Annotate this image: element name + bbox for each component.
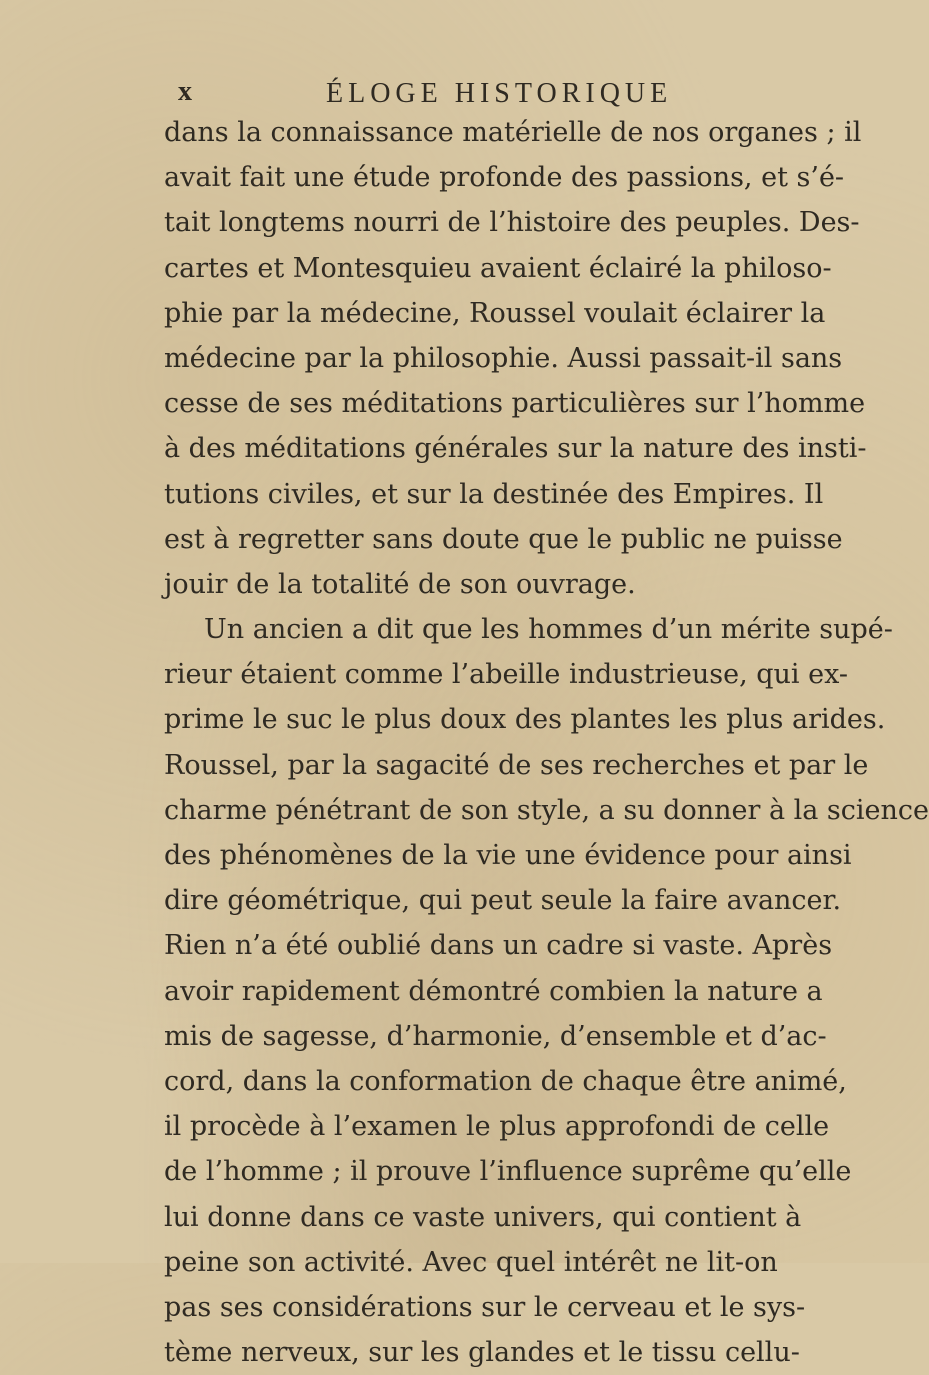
text-line: prime le suc le plus doux des plantes les plus arides.	[164, 704, 886, 736]
text-line: tutions civiles, et sur la destinée des Empires. Il	[164, 478, 824, 510]
text-line: pas ses considérations sur le cerveau et le sys-	[164, 1291, 806, 1323]
text-line: Rien n’a été oublié dans un cadre si vaste. Après	[164, 930, 833, 962]
text-line: il procède à l’examen le plus approfondi de celle	[164, 1111, 830, 1143]
text-line: médecine par la philosophie. Aussi passait-il sans	[164, 342, 843, 374]
text-line: tait longtems nourri de l’histoire des peuples. Des-	[164, 207, 860, 239]
text-line: jouir de la totalité de son ouvrage.	[164, 568, 636, 600]
text-line: des phénomènes de la vie une évidence pour ainsi	[164, 840, 852, 871]
text-line: dans la connaissance matérielle de nos organes ; il	[164, 117, 862, 148]
text-line: charme pénétrant de son style, a su donner à la science	[164, 794, 929, 826]
body-text	[164, 110, 929, 1375]
text-line: est à regretter sans doute que le public ne puisse	[164, 523, 843, 555]
text-line: cesse de ses méditations particulières sur l’homme	[164, 388, 866, 420]
text-line: mis de sagesse, d’harmonie, d’ensemble et d’ac-	[164, 1020, 827, 1052]
text-line: à des méditations générales sur la nature des insti-	[164, 433, 867, 465]
text-line: peine son activité. Avec quel intérêt ne lit-on	[164, 1246, 778, 1278]
page-number: x	[178, 76, 193, 107]
text-line: cartes et Montesquieu avaient éclairé la philoso-	[164, 252, 832, 284]
text-line: avait fait une étude profonde des passions, et s’é-	[164, 162, 845, 194]
text-line: avoir rapidement démontré combien la nature a	[164, 975, 823, 1007]
text-line: Roussel, par la sagacité de ses recherches et par le	[164, 749, 869, 781]
text-line: tème nerveux, sur les glandes et le tissu cellu-	[164, 1337, 800, 1369]
text-line: Un ancien a dit que les hommes d’un mérite supé-	[204, 614, 893, 646]
text-line: lui donne dans ce vaste univers, qui contient à	[164, 1201, 802, 1233]
running-head: ÉLOGE HISTORIQUE	[326, 78, 673, 109]
text-line: cord, dans la conformation de chaque être animé,	[164, 1065, 847, 1097]
text-line: de l’homme ; il prouve l’influence suprême qu’elle	[164, 1156, 852, 1188]
text-line: phie par la médecine, Roussel voulait éclairer la	[164, 297, 826, 329]
text-line: dire géométrique, qui peut seule la faire avancer.	[164, 885, 842, 917]
text-line: rieur étaient comme l’abeille industrieuse, qui ex-	[164, 659, 849, 691]
